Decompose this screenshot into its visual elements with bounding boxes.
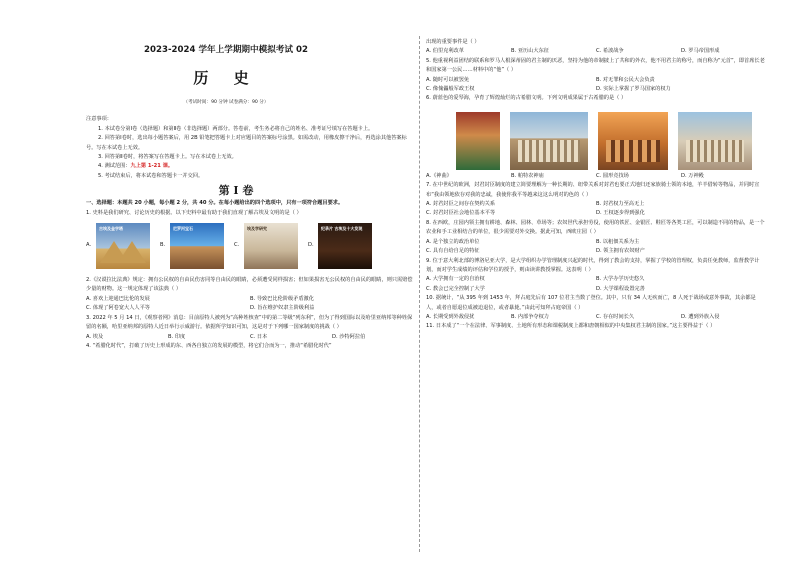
q2-option-a: A. 喜欢上迎通巴比伦的发展 xyxy=(86,295,150,302)
q6-option-d: D. 万神殿 xyxy=(681,172,704,179)
question-9-options xyxy=(426,275,766,284)
pyramid-shape xyxy=(118,241,146,263)
q9-option-c: C. 教会已完全控制了大学 xyxy=(426,285,485,292)
pantheon-image xyxy=(678,112,752,170)
right-column xyxy=(426,38,766,332)
question-2-options-row2 xyxy=(86,304,414,313)
q7-option-c: C. 封君封臣社会地位基本平等 xyxy=(426,210,496,217)
question-10-options xyxy=(426,313,766,322)
question-7-options xyxy=(426,200,766,209)
parthenon-image xyxy=(510,112,588,170)
question-7: 7. 在中世纪的欧洲，封君封臣制度的建立简要理解为一种长期的、纽带关系对封君也要正式地归还家族骑士领的本地，羊羊借转等物品，并同时宣布“我由领地依存对我的忠诚，我使你我平等越来这这么明对的色的（ ） xyxy=(426,182,760,198)
q8-option-a: A. 是个独立的政治单位 xyxy=(426,238,480,245)
pyramids-book-image xyxy=(96,223,150,269)
q6-option-b: B. 帕特农神庙 xyxy=(511,172,544,179)
note-item-2: 2. 回答第Ⅰ卷时，选出每小题答案后，用 2B 铅笔把答题卡上对应题目的答案标号涂黑。如需改动，用橡皮擦干净后，再选涂其他答案标号。写在本试卷上无效。 xyxy=(86,135,407,151)
q1-option-b-label: B. xyxy=(160,242,166,249)
q1-image-b-caption: 尼罗河宝石 xyxy=(173,226,193,232)
q5-option-d: D. 实际上掌握了罗马国家的权力 xyxy=(596,86,671,93)
portico-columns xyxy=(686,140,744,162)
q6-option-a: A.《神曲》 xyxy=(426,172,452,179)
question-8-options-row2 xyxy=(426,247,766,256)
question-5-options xyxy=(426,76,766,85)
q3-option-c: C. 日本 xyxy=(250,333,268,340)
question-6-options xyxy=(426,172,766,181)
q10-option-b: B. 内部争夺权力 xyxy=(511,313,549,320)
documentary-poster-image xyxy=(318,223,372,269)
q7-option-b: B. 封君权力至高无上 xyxy=(596,201,645,208)
q10-option-c: C. 存在时间长久 xyxy=(596,313,635,320)
notes-heading: 注意事项： xyxy=(86,116,112,123)
question-9: 9. 位于意大利北部的博洛尼亚大学，是大学组织办学管理制度兴起的时代，得到了教会的支持，掌握了学校的管理权，负责任免教师，监督教学计划，而对学生成绩的评估和学位的授予，则由读讲教授掌握。这表明（ ） xyxy=(426,257,760,273)
question-4: 4. “希腊化时代”，打破了历史上形成的东、西各自独立的发展的模型，将它们合而为一，推动“希腊化时代” xyxy=(86,342,332,349)
note-item-4 xyxy=(86,162,414,171)
question-1: 1. 史料是我们研究、讨论历史的根据。以下史料中最有助于我们直观了解古埃及文明的是（ ） xyxy=(86,209,302,216)
question-7-options-row2 xyxy=(426,209,766,218)
question-11: 11. 日本成了“一个在法律、军事制度、土地所有形态和课税制度上都和唐朝相似的中央集权君主制的国家。”这主要得益于（ ） xyxy=(426,323,716,330)
question-2: 2.《汉谟拉比法典》规定：拥有公民权的自由民伤害同等自由民的眼睛，必须遭受同样损害；但如果损害无公民权的自由民的眼睛，则只需赔偿少量的财物。这一规定体现了该法典（ ） xyxy=(86,277,413,293)
q2-option-d: D. 旨在维护奴隶主阶级利益 xyxy=(250,305,315,312)
question-4-options xyxy=(426,47,766,56)
volume-heading: 第 Ⅰ 卷 xyxy=(218,184,254,198)
q5-option-a: A. 随时可以被罢免 xyxy=(426,76,470,83)
question-5: 5. 他重视利益团结的联系和罗马人根深蒂固的君主制的厌恶，坚持为他的帝制披上了共和的外衣，他不用君主的称号，而自称为“元首”，即首席长老和国家第一公民……材料中的“他”（ ） xyxy=(426,57,765,74)
question-9-options-row2 xyxy=(426,285,766,294)
question-6-images xyxy=(456,106,766,170)
q4-option-d: D. 罗马帝国形成 xyxy=(681,48,720,55)
egyptology-book-image xyxy=(244,223,298,269)
q9-option-d: D. 大学课程设置完善 xyxy=(596,285,645,292)
q8-option-c: C. 具有自给自足的特征 xyxy=(426,248,480,255)
q3-option-b: B. 印度 xyxy=(168,333,186,340)
q5-option-b: B. 对无罪和公民大会负责 xyxy=(596,76,655,83)
q8-option-d: D. 领主拥有农奴财产 xyxy=(596,248,645,255)
column-divider xyxy=(419,36,420,552)
nile-gem-book-image xyxy=(170,223,224,269)
q1-image-d-caption: 纪录片 古埃及十大发现 xyxy=(321,226,363,232)
note-item-4-prefix: 4. 测试范围： xyxy=(98,163,131,170)
q8-option-b: B. 以租佃关系为主 xyxy=(596,238,640,245)
q4-option-a: A. 伯里克利改革 xyxy=(426,48,464,55)
exam-meta: （考试时间：90 分钟 试卷满分：90 分） xyxy=(183,100,269,105)
test-range-highlight: 九上第 1-21 课。 xyxy=(130,163,174,170)
arena-arches xyxy=(606,140,660,162)
note-item-3: 3. 回答第Ⅱ卷时，将答案写在答题卡上。写在本试卷上无效。 xyxy=(98,154,237,161)
q7-option-a: A. 封君封臣之间存在契约关系 xyxy=(426,201,496,208)
note-item-5: 5. 考试结束后，将本试卷和答题卡一并交回。 xyxy=(98,172,204,179)
q1-option-a-label: A. xyxy=(86,242,92,249)
q3-option-a: A. 埃及 xyxy=(86,333,104,340)
q1-option-c-label: C. xyxy=(234,242,240,249)
q9-option-a: A. 大学拥有一定的自治权 xyxy=(426,276,485,283)
question-3: 3. 2022 年 5 月 14 日，《观察者网》消息：目前原特人被列为“高种姓核查”中的第二等级“列东利”，但为了得到国际以及哈里亚纳邦等种姓保留的名额，哈里亚纳邦的原特人近日举行示威游行。依据所学知识可知，这是对于下列哪一国家制度的挑战（ ） xyxy=(86,314,413,331)
q2-option-b: B. 导致巴比伦阶级矛盾激化 xyxy=(250,295,314,302)
q3-option-d: D. 沙特阿拉伯 xyxy=(332,333,366,340)
q10-option-a: A. 长期受到外敌侵扰 xyxy=(426,313,475,320)
q5-option-c: C. 像傀儡般军政王权 xyxy=(426,86,475,93)
question-10: 10. 据统计，“从 395 年到 1453 年，拜占庭先后有 107 位君主当数了登位。其中，只有 34 人无疾而亡，8 人死于战场或意外事故，其余都是人，或者自愿退位成被迫退位，或者暴毙。”由此可知拜占庭帝国（ ） xyxy=(426,295,756,311)
q4-option-c: C. 希波战争 xyxy=(596,48,624,55)
question-4-continued: 出现的重要事件是（ ） xyxy=(426,39,480,45)
question-3-options xyxy=(86,333,414,342)
exam-title: 2023-2024 学年上学期期中模拟考试 02 xyxy=(144,45,308,55)
question-8-options xyxy=(426,238,766,247)
q10-option-d: D. 遭到外族入侵 xyxy=(681,313,720,320)
q6-option-c: C. 圆形竞技场 xyxy=(596,172,629,179)
q2-option-c: C. 体现了阿卷宽大人人平等 xyxy=(86,305,150,312)
q1-image-a-caption: 古埃及金字塔 xyxy=(99,226,123,232)
book-cover-icon xyxy=(456,112,500,170)
subject-title: 历 史 xyxy=(193,69,259,87)
question-8: 8. 在西欧，庄园内领主拥有耕地、森林、园林、草场等；农奴世代承担劳役，使用的铁匠、金银匠、鞋匠等各类工匠，可以制造不同的物品，是一个农业和手工业相结合的单位，很少需要对外交换。据此可知，西欧庄园（ ） xyxy=(426,219,765,236)
colosseum-image xyxy=(598,112,668,170)
question-5-options-row2 xyxy=(426,85,766,94)
q1-image-c-caption: 埃及学研究 xyxy=(247,226,267,232)
note-item-1: 1. 本试卷分第Ⅰ卷（选择题）和第Ⅱ卷（非选择题）两部分。答卷前，考生务必将自己的姓名、准考证号填写在答题卡上。 xyxy=(98,125,374,132)
left-column xyxy=(86,38,414,351)
question-6: 6. 蔚蓝色的爱琴海，孕育了辉煌灿烂的古希腊文明。下列文明成果属于古希腊的是（ ） xyxy=(426,95,627,102)
q4-option-b: B. 亚历山大东征 xyxy=(511,48,549,55)
question-2-options xyxy=(86,295,414,304)
section-1-instructions: 一、选择题：本题共 20 小题，每小题 2 分，共 40 分。在每小题给出的四个选项中，只有一项符合题目要求。 xyxy=(86,200,344,207)
temple-columns xyxy=(518,140,580,162)
q9-option-b: B. 大学办学历史悠久 xyxy=(596,276,645,283)
q7-option-d: D. 王权逐步得到强化 xyxy=(596,210,645,217)
q1-option-d-label: D. xyxy=(308,242,314,249)
question-1-images xyxy=(86,220,414,272)
